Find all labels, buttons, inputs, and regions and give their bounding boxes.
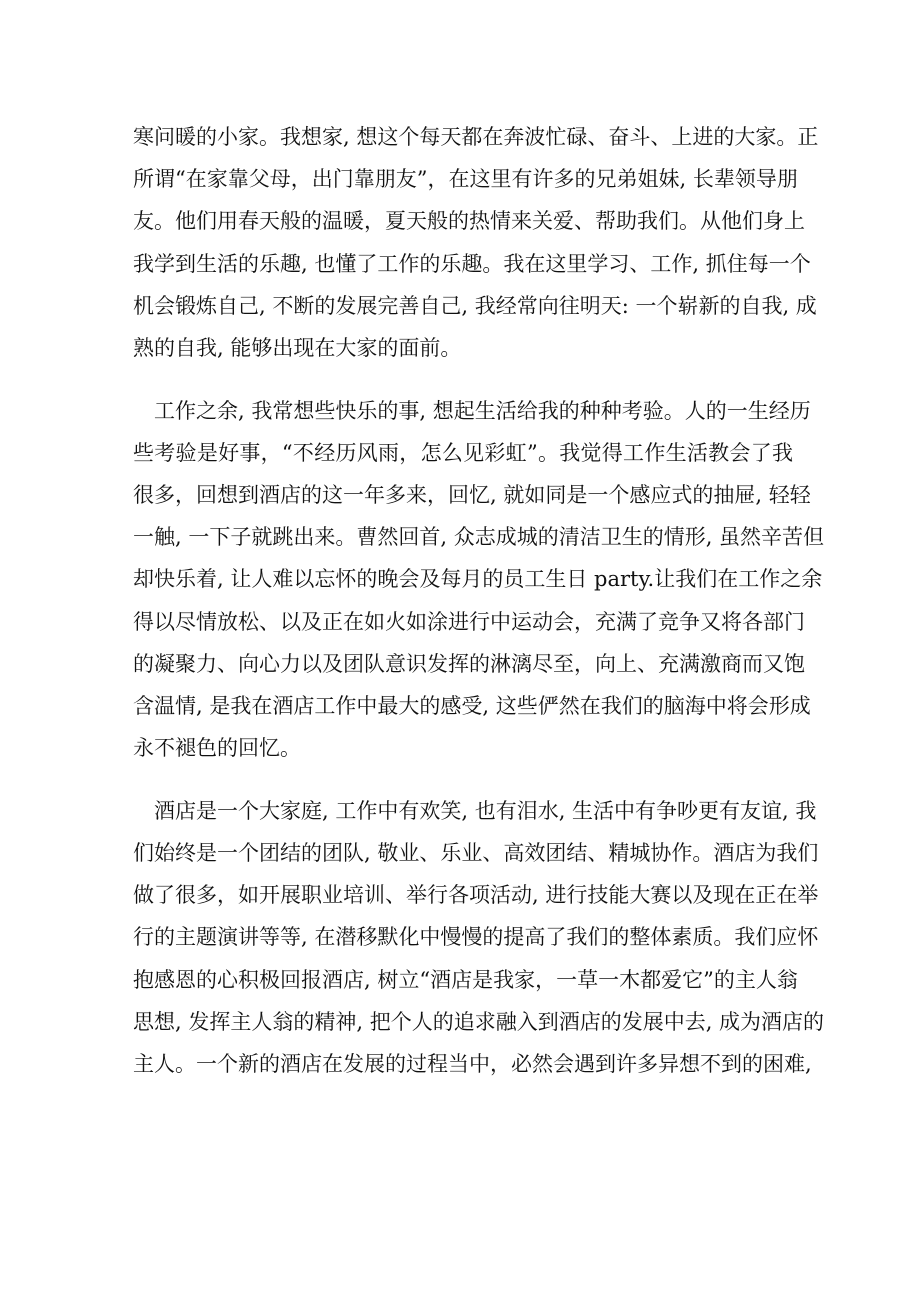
text-line: 酒店是一个大家庭, 工作中有欢笑, 也有泪水, 生活中有争吵更有友谊, 我	[154, 798, 817, 823]
text-line: 一触, 一下子就跳出来。曹然回首, 众志成城的清洁卫生的情形, 虽然辛苦但	[133, 525, 825, 550]
text-line: 工作之余, 我常想些快乐的事, 想起生活给我的种种考验。人的一生经历	[154, 398, 811, 423]
text-line: 思想, 发挥主人翁的精神, 把个人的追求融入到酒店的发展中去, 成为酒店的	[133, 1009, 825, 1034]
text-line: 抱感恩的心积极回报酒店, 树立“酒店是我家，一草一木都爱它”的主人翁	[133, 967, 798, 992]
text-line: 们始终是一个团结的团队, 敬业、乐业、高效团结、精城协作。酒店为我们	[133, 841, 819, 865]
text-line: 永不褪色的回忆。	[133, 736, 301, 761]
text-line: 却快乐着, 让人难以忘怀的晚会及每月的员工生日 party.让我们在工作之余	[133, 567, 823, 592]
text-line: 我学到生活的乐趣, 也懂了工作的乐趣。我在这里学习、工作, 抓住每一个	[133, 251, 811, 276]
text-line: 寒问暖的小家。我想家, 想这个每天都在奔波忙碌、奋斗、上进的大家。正	[133, 125, 819, 149]
paragraph-3	[133, 790, 825, 1085]
text-line: 做了很多，如开展职业培训、举行各项活动, 进行技能大赛以及现在正在举	[133, 883, 819, 908]
paragraph-2	[133, 390, 825, 770]
text-line: 含温情, 是我在酒店工作中最大的感受, 这些俨然在我们的脑海中将会形成	[133, 693, 811, 718]
paragraph-1	[133, 116, 819, 369]
text-line: 行的主题演讲等等, 在潜移默化中慢慢的提高了我们的整体素质。我们应怀	[133, 925, 819, 950]
text-line: 友。他们用春天般的温暖，夏天般的热情来关爱、帮助我们。从他们身上	[133, 209, 805, 234]
text-line: 的凝聚力、向心力以及团队意识发挥的淋漓尽至，向上、充满激商而又饱	[133, 651, 805, 676]
text-line: 很多，回想到酒店的这一年多来，回忆, 就如同是一个感应式的抽屉, 轻轻	[133, 483, 811, 507]
text-line: 主人。一个新的酒店在发展的过程当中，必然会遇到许多异想不到的困难,	[133, 1051, 812, 1076]
document-body	[133, 116, 825, 1085]
text-line: 所谓“在家靠父母，出门靠朋友”，在这里有许多的兄弟姐妹, 长辈领导朋	[133, 167, 798, 192]
text-line: 得以尽情放松、以及正在如火如涂进行中运动会，充满了竞争又将各部门	[133, 609, 805, 634]
text-line: 熟的自我, 能够出现在大家的面前。	[133, 335, 462, 360]
text-line: 些考验是好事，“不经历风雨，怎么见彩虹”。我觉得工作生活教会了我	[133, 440, 793, 465]
text-line: 机会锻炼自己, 不断的发展完善自己, 我经常向往明天: 一个崭新的自我, 成	[133, 293, 817, 318]
